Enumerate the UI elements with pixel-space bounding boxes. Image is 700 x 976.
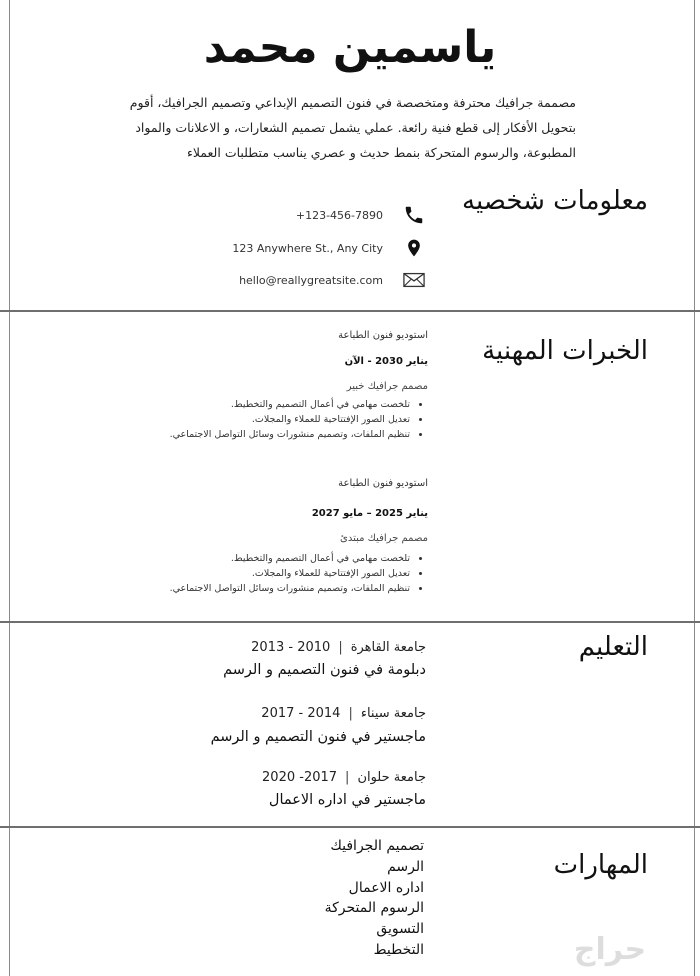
list-item: • تعديل الصور الإفتتاحية للعملاء والمجلات.	[108, 566, 410, 581]
experience-entry	[108, 474, 428, 596]
education-degree: ماجستير في اداره الاعمال	[268, 792, 426, 808]
experience-company: استوديو فنون الطباعة	[338, 330, 428, 341]
experience-role: مصمم جرافيك خبير	[346, 381, 428, 392]
school-years: 2014 - 2017	[261, 706, 341, 721]
contact-address-row	[180, 236, 425, 260]
phone-icon	[403, 204, 425, 226]
separator: |	[345, 770, 350, 785]
separator: |	[348, 706, 353, 721]
list-item: • تعديل الصور الإفتتاحية للعملاء والمجلات.	[108, 412, 410, 427]
education-degree: دبلومة في فنون التصميم و الرسم	[223, 662, 426, 678]
experience-entry	[108, 326, 428, 442]
list-item: • تنظيم الملفات، وتصميم منشورات وسائل التواصل الاجتماعي.	[108, 427, 410, 442]
list-item: • تلخصت مهامي في أعمال التصميم والتخطيط.	[108, 551, 410, 566]
svg-text:حراج: حراج	[573, 932, 647, 967]
skills-title: المهارات	[553, 850, 648, 880]
skills-list	[325, 836, 424, 961]
school-name: جامعة حلوان	[357, 770, 426, 785]
section-divider	[0, 621, 700, 623]
skill-item: التخطيط	[373, 941, 424, 958]
contact-phone-row	[180, 203, 425, 227]
page-left-border	[9, 0, 10, 976]
experience-company: استوديو فنون الطباعة	[338, 478, 428, 489]
education-title: التعليم	[578, 632, 648, 662]
school-name: جامعة القاهرة	[350, 640, 426, 655]
experience-role: مصمم جرافيك مبتدئ	[340, 533, 428, 544]
experience-bullets	[108, 551, 428, 596]
resume-name: ياسمين محمد	[203, 22, 497, 73]
profile-summary: مصممة جرافيك محترفة ومتخصصة في فنون التصميم الإبداعي وتصميم الجرافيك، أقوم بتحويل الأفكار إلى قطع فنية رائعة. عملي يشمل تصميم الشعارات، و الاعلانات والمواد المطبوعة، والرسوم المتحركة بنمط حديث و عصري يناسب متطلبات العملاء	[129, 95, 576, 160]
phone-text: +123-456-7890	[295, 208, 383, 222]
school-years: 2010 - 2013	[251, 640, 331, 655]
separator: |	[338, 640, 343, 655]
education-school	[262, 770, 426, 785]
education-degree: ماجستير في فنون التصميم و الرسم	[210, 729, 426, 745]
skill-item: التسويق	[376, 921, 424, 938]
skill-item: الرسوم المتحركة	[324, 900, 424, 917]
education-school	[261, 706, 426, 721]
experience-title: الخبرات المهنية	[482, 336, 648, 366]
skill-item: الرسم	[387, 858, 424, 875]
experience-date: يناير 2030 - الآن	[344, 356, 428, 367]
education-school	[251, 640, 426, 655]
address-text: 123 Anywhere St., Any City	[232, 241, 383, 255]
haraj-watermark-logo	[535, 932, 685, 968]
list-item: • تنظيم الملفات، وتصميم منشورات وسائل التواصل الاجتماعي.	[108, 581, 410, 596]
section-divider	[0, 826, 700, 828]
page-right-border	[694, 0, 695, 976]
skill-item: اداره الاعمال	[348, 879, 424, 896]
list-item: • تلخصت مهامي في أعمال التصميم والتخطيط.	[108, 397, 410, 412]
email-text: hello@reallygreatsite.com	[239, 273, 383, 287]
experience-bullets	[108, 397, 428, 442]
section-divider	[0, 310, 700, 312]
envelope-icon	[403, 269, 425, 291]
skill-item: تصميم الجرافيك	[330, 838, 424, 854]
experience-date: يناير 2025 – مايو 2027	[311, 508, 428, 519]
location-pin-icon	[403, 237, 425, 259]
contact-email-row	[180, 268, 425, 292]
school-years: 2017- 2020	[262, 770, 338, 785]
personal-info-title: معلومات شخصيه	[462, 186, 648, 216]
school-name: جامعة سيناء	[360, 706, 426, 721]
